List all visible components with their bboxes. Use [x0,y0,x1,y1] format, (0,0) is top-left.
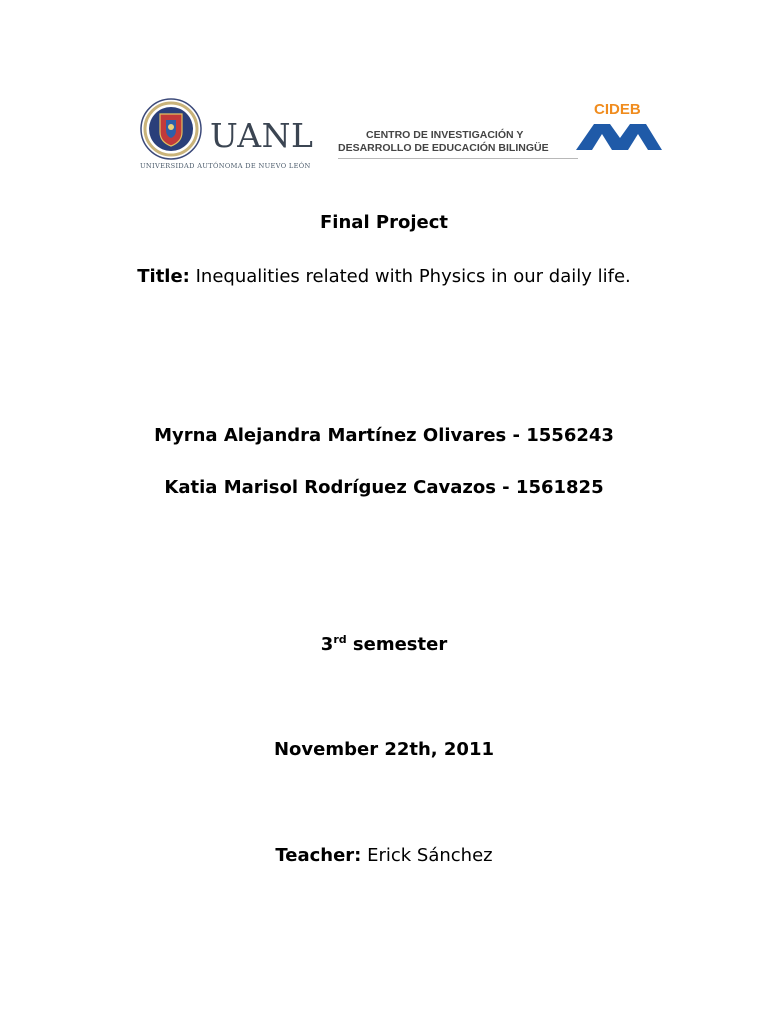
date-line: November 22th, 2011 [273,739,495,760]
teacher-name: Erick Sánchez [367,845,493,866]
cideb-name-line-2: DESARROLLO DE EDUCACIÓN BILINGÜE [338,142,549,154]
author-line: Katia Marisol Rodríguez Cavazos - 1561825 [164,477,604,498]
uanl-subtitle: UNIVERSIDAD AUTÓNOMA DE NUEVO LEÓN [140,162,311,170]
uanl-seal-icon [140,98,202,160]
title-label: Title: [137,266,190,287]
teacher-line [0,845,768,866]
title-line [0,266,768,287]
cideb-name-line-1: CENTRO DE INVESTIGACIÓN Y [366,129,524,141]
semester-number: 3 [320,634,334,655]
author-line: Myrna Alejandra Martínez Olivares - 1556243 [154,425,614,446]
semester-line [0,633,768,655]
semester-word: semester [352,634,448,655]
cideb-logo-icon [572,118,664,154]
document-heading: Final Project [320,212,448,233]
letterhead [138,92,668,174]
header-divider [338,158,578,159]
title-value: Inequalities related with Physics in our daily life. [195,266,631,287]
uanl-wordmark: UANL [210,116,314,155]
teacher-label: Teacher: [275,845,362,866]
cideb-wordmark: CIDEB [594,101,641,118]
semester-ordinal: rd [333,633,347,646]
